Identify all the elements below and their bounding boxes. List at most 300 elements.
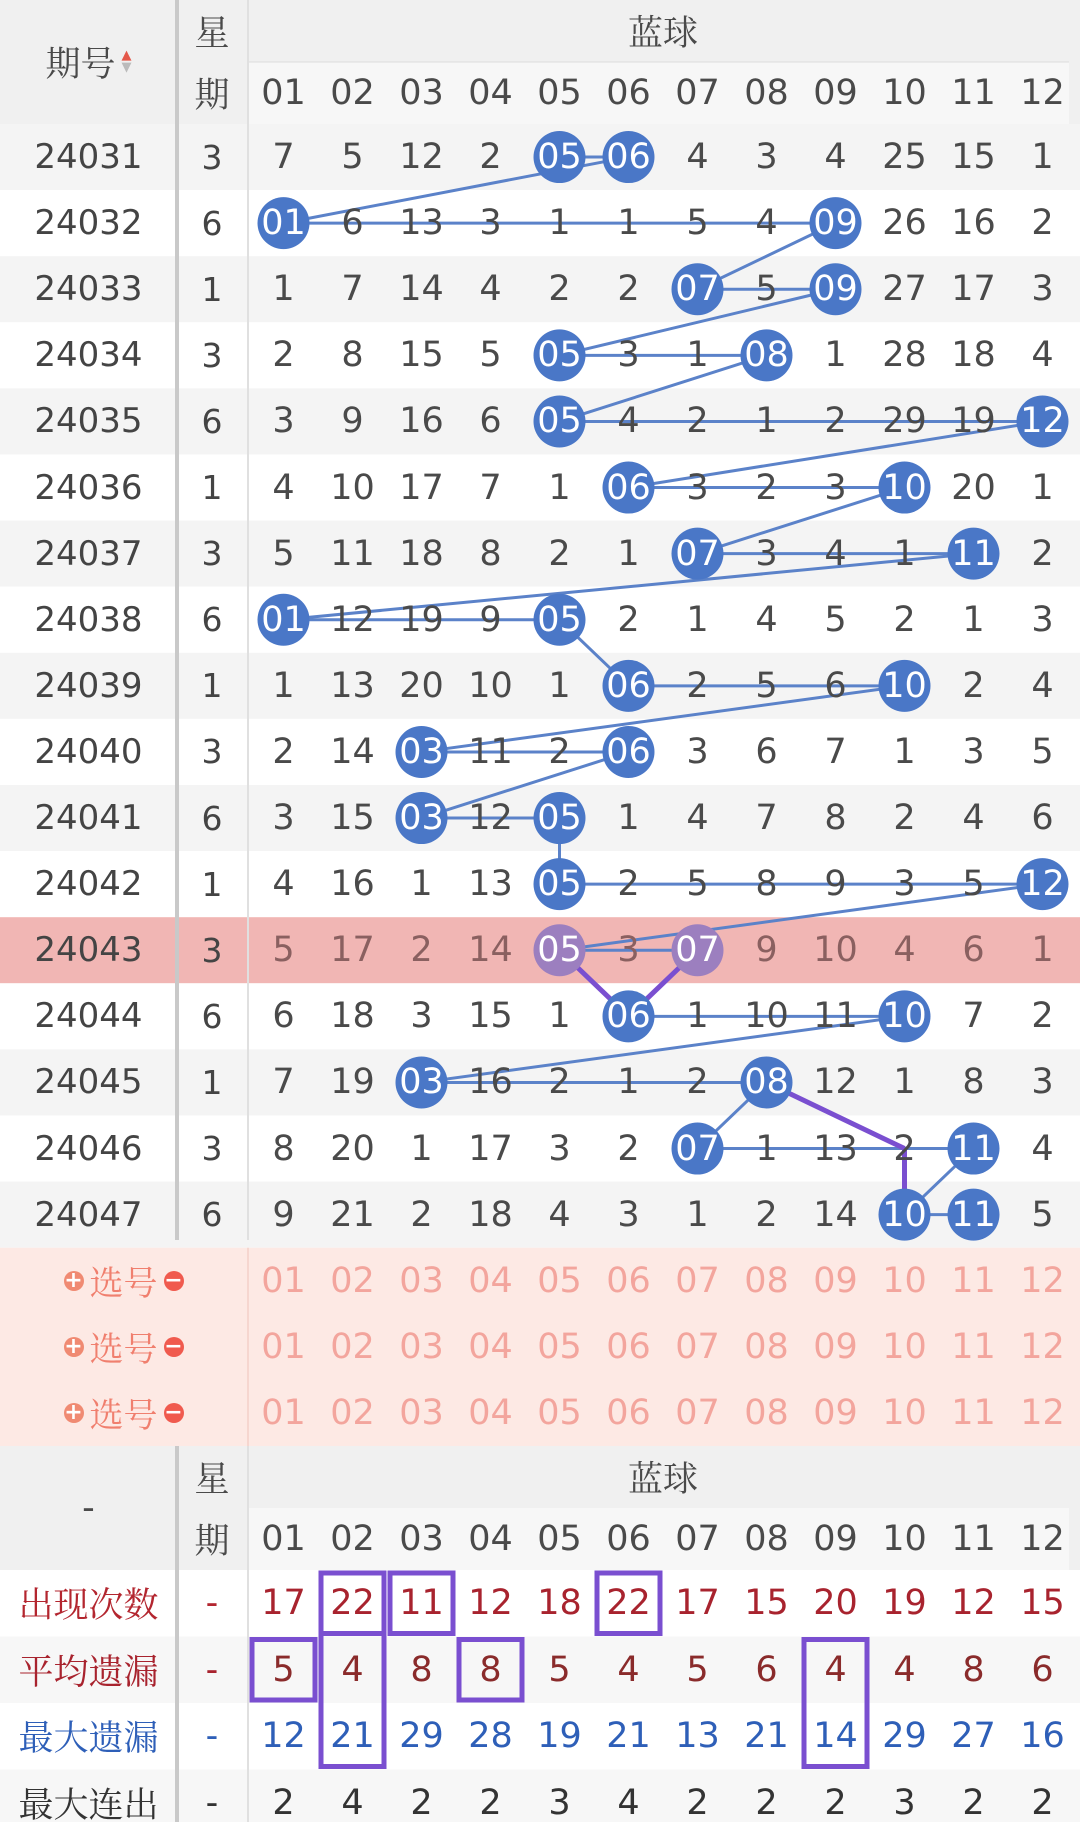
miss-count: 2	[801, 388, 870, 454]
miss-count: 5	[801, 587, 870, 653]
miss-count: 4	[801, 521, 870, 587]
miss-count: 18	[387, 521, 456, 587]
miss-count: 17	[456, 1116, 525, 1182]
miss-count: 10	[732, 983, 801, 1049]
miss-count: 1	[870, 1049, 939, 1115]
miss-count: 9	[732, 917, 801, 983]
week-cell: 6	[177, 388, 247, 454]
select-number-07[interactable]: 07	[663, 1314, 732, 1380]
miss-count: 28	[870, 322, 939, 388]
miss-count: 19	[318, 1049, 387, 1115]
week-cell: 1	[177, 455, 247, 521]
miss-count: 11	[456, 719, 525, 785]
miss-count: 5	[732, 256, 801, 322]
stats-value: 27	[939, 1703, 1008, 1770]
issue-cell: 24034	[0, 322, 177, 388]
miss-count: 2	[1008, 190, 1077, 256]
miss-count: 8	[318, 322, 387, 388]
miss-count: 7	[801, 719, 870, 785]
stats-value: 2	[387, 1770, 456, 1836]
ball-number: 05	[525, 917, 594, 983]
stats-value: 4	[801, 1637, 870, 1704]
miss-count: 5	[249, 521, 318, 587]
miss-count: 1	[1008, 917, 1077, 983]
select-number-07[interactable]: 07	[663, 1380, 732, 1446]
miss-count: 17	[387, 455, 456, 521]
stats-value: 2	[663, 1770, 732, 1836]
stats-value: 8	[939, 1637, 1008, 1704]
stats-label: 最大连出	[0, 1770, 177, 1836]
miss-count: 13	[387, 190, 456, 256]
miss-count: 2	[1008, 983, 1077, 1049]
issue-cell: 24041	[0, 785, 177, 851]
select-row-controls	[0, 1248, 247, 1314]
ball-number: 10	[870, 1182, 939, 1248]
select-number-05[interactable]: 05	[525, 1314, 594, 1380]
minus-circle-icon[interactable]: −	[164, 1271, 184, 1291]
select-number-12[interactable]: 12	[1008, 1314, 1077, 1380]
ball-number: 05	[525, 785, 594, 851]
miss-count: 1	[870, 719, 939, 785]
miss-count: 1	[870, 521, 939, 587]
miss-count: 8	[456, 521, 525, 587]
stats-value: 22	[318, 1570, 387, 1637]
ball-number: 12	[1008, 851, 1077, 917]
week-cell: 6	[177, 785, 247, 851]
stats-value: 6	[1008, 1637, 1077, 1704]
select-number-02[interactable]: 02	[318, 1380, 387, 1446]
select-number-01[interactable]: 01	[249, 1380, 318, 1446]
miss-count: 14	[801, 1182, 870, 1248]
miss-count: 1	[732, 1116, 801, 1182]
select-label: 选号	[90, 1388, 158, 1437]
miss-count: 7	[318, 256, 387, 322]
miss-count: 2	[249, 719, 318, 785]
ball-number: 08	[732, 322, 801, 388]
plus-circle-icon[interactable]: +	[64, 1403, 84, 1423]
stats-value: 21	[594, 1703, 663, 1770]
stats-week-header-top: 星	[177, 1446, 247, 1508]
miss-count: 1	[249, 653, 318, 719]
ball-number: 07	[663, 256, 732, 322]
select-number-08[interactable]: 08	[732, 1380, 801, 1446]
miss-count: 1	[1008, 455, 1077, 521]
miss-count: 3	[594, 322, 663, 388]
stats-value: 2	[1008, 1770, 1077, 1836]
miss-count: 12	[801, 1049, 870, 1115]
miss-count: 2	[870, 1116, 939, 1182]
ball-number: 07	[663, 521, 732, 587]
column-header-09: 09	[801, 62, 870, 124]
miss-count: 4	[663, 124, 732, 190]
miss-count: 18	[939, 322, 1008, 388]
miss-count: 18	[456, 1182, 525, 1248]
ball-number: 08	[732, 1049, 801, 1115]
miss-count: 2	[594, 587, 663, 653]
week-cell: 1	[177, 851, 247, 917]
stats-value: 19	[870, 1570, 939, 1637]
miss-count: 2	[525, 521, 594, 587]
issue-cell: 24038	[0, 587, 177, 653]
miss-count: 20	[318, 1116, 387, 1182]
miss-count: 13	[801, 1116, 870, 1182]
miss-count: 6	[801, 653, 870, 719]
issue-cell: 24046	[0, 1116, 177, 1182]
miss-count: 2	[939, 653, 1008, 719]
column-header-11: 11	[939, 62, 1008, 124]
miss-count: 3	[387, 983, 456, 1049]
stats-value: 5	[525, 1637, 594, 1704]
miss-count: 10	[456, 653, 525, 719]
ball-number: 06	[594, 455, 663, 521]
select-number-01[interactable]: 01	[249, 1248, 318, 1314]
issue-cell: 24031	[0, 124, 177, 190]
ball-number: 06	[594, 653, 663, 719]
miss-count: 5	[1008, 719, 1077, 785]
select-number-12[interactable]: 12	[1008, 1248, 1077, 1314]
select-row-controls	[0, 1314, 247, 1380]
select-number-03[interactable]: 03	[387, 1314, 456, 1380]
issue-cell: 24035	[0, 388, 177, 454]
miss-count: 2	[456, 124, 525, 190]
select-number-03[interactable]: 03	[387, 1380, 456, 1446]
stats-value: 21	[318, 1703, 387, 1770]
select-number-06[interactable]: 06	[594, 1380, 663, 1446]
select-number-05[interactable]: 05	[525, 1248, 594, 1314]
miss-count: 1	[594, 190, 663, 256]
miss-count: 18	[318, 983, 387, 1049]
week-cell: 3	[177, 719, 247, 785]
stats-value: 4	[318, 1637, 387, 1704]
miss-count: 8	[801, 785, 870, 851]
column-header-02: 02	[318, 62, 387, 124]
miss-count: 10	[318, 455, 387, 521]
stats-value: 29	[387, 1703, 456, 1770]
column-header-04: 04	[456, 62, 525, 124]
select-label: 选号	[90, 1322, 158, 1371]
select-number-06[interactable]: 06	[594, 1314, 663, 1380]
stats-value: 21	[732, 1703, 801, 1770]
miss-count: 2	[594, 1116, 663, 1182]
select-label: 选号	[90, 1256, 158, 1305]
issue-cell: 24036	[0, 455, 177, 521]
miss-count: 6	[732, 719, 801, 785]
ball-number: 09	[801, 256, 870, 322]
stats-column-header-07: 07	[663, 1508, 732, 1570]
select-number-02[interactable]: 02	[318, 1314, 387, 1380]
miss-count: 16	[387, 388, 456, 454]
miss-count: 21	[318, 1182, 387, 1248]
stats-value: 14	[801, 1703, 870, 1770]
miss-count: 3	[732, 124, 801, 190]
miss-count: 3	[249, 785, 318, 851]
select-row-controls	[0, 1380, 247, 1446]
ball-number: 06	[594, 124, 663, 190]
miss-count: 5	[249, 917, 318, 983]
miss-count: 17	[318, 917, 387, 983]
ball-number: 10	[870, 983, 939, 1049]
miss-count: 16	[939, 190, 1008, 256]
miss-count: 2	[525, 1049, 594, 1115]
miss-count: 3	[456, 190, 525, 256]
ball-number: 05	[525, 322, 594, 388]
week-cell: 3	[177, 322, 247, 388]
miss-count: 6	[939, 917, 1008, 983]
miss-count: 3	[663, 719, 732, 785]
ball-number: 11	[939, 1182, 1008, 1248]
miss-count: 2	[525, 256, 594, 322]
stats-column-header-01: 01	[249, 1508, 318, 1570]
ball-number: 05	[525, 124, 594, 190]
miss-count: 2	[732, 1182, 801, 1248]
miss-count: 16	[318, 851, 387, 917]
miss-count: 11	[801, 983, 870, 1049]
stats-value: 4	[594, 1770, 663, 1836]
select-number-10[interactable]: 10	[870, 1314, 939, 1380]
miss-count: 4	[732, 190, 801, 256]
select-number-08[interactable]: 08	[732, 1314, 801, 1380]
stats-week-dash: -	[177, 1570, 247, 1637]
miss-count: 5	[1008, 1182, 1077, 1248]
week-cell: 6	[177, 983, 247, 1049]
ball-number: 01	[249, 190, 318, 256]
miss-count: 1	[732, 388, 801, 454]
column-header-03: 03	[387, 62, 456, 124]
miss-count: 4	[525, 1182, 594, 1248]
miss-count: 2	[594, 256, 663, 322]
miss-count: 7	[249, 124, 318, 190]
miss-count: 6	[249, 983, 318, 1049]
miss-count: 27	[870, 256, 939, 322]
miss-count: 2	[387, 1182, 456, 1248]
miss-count: 4	[456, 256, 525, 322]
stats-column-header-03: 03	[387, 1508, 456, 1570]
miss-count: 3	[870, 851, 939, 917]
miss-count: 25	[870, 124, 939, 190]
stats-value: 2	[249, 1770, 318, 1836]
miss-count: 29	[870, 388, 939, 454]
miss-count: 6	[1008, 785, 1077, 851]
stats-column-header-09: 09	[801, 1508, 870, 1570]
select-number-09[interactable]: 09	[801, 1248, 870, 1314]
week-cell: 1	[177, 653, 247, 719]
select-number-12[interactable]: 12	[1008, 1380, 1077, 1446]
stats-value: 8	[387, 1637, 456, 1704]
miss-count: 2	[525, 719, 594, 785]
ball-number: 05	[525, 851, 594, 917]
select-number-09[interactable]: 09	[801, 1380, 870, 1446]
stats-value: 12	[456, 1570, 525, 1637]
week-cell: 1	[177, 1049, 247, 1115]
stats-week-header-bottom: 期	[177, 1508, 247, 1570]
issue-cell: 24042	[0, 851, 177, 917]
miss-count: 3	[801, 455, 870, 521]
miss-count: 12	[318, 587, 387, 653]
issue-cell: 24033	[0, 256, 177, 322]
select-number-02[interactable]: 02	[318, 1248, 387, 1314]
stats-header-dash: -	[0, 1446, 177, 1570]
stats-value: 2	[456, 1770, 525, 1836]
ball-number: 03	[387, 719, 456, 785]
stats-value: 12	[939, 1570, 1008, 1637]
minus-circle-icon[interactable]: −	[164, 1403, 184, 1423]
plus-circle-icon[interactable]: +	[64, 1337, 84, 1357]
issue-cell: 24043	[0, 917, 177, 983]
issue-header[interactable]: 期号 ▲ ▼	[0, 0, 177, 124]
ball-number: 06	[594, 983, 663, 1049]
column-header-12: 12	[1008, 62, 1077, 124]
miss-count: 15	[939, 124, 1008, 190]
miss-count: 4	[1008, 1116, 1077, 1182]
select-number-09[interactable]: 09	[801, 1314, 870, 1380]
miss-count: 2	[387, 917, 456, 983]
plus-circle-icon[interactable]: +	[64, 1271, 84, 1291]
stats-value: 5	[663, 1637, 732, 1704]
miss-count: 3	[1008, 587, 1077, 653]
miss-count: 15	[318, 785, 387, 851]
select-number-07[interactable]: 07	[663, 1248, 732, 1314]
miss-count: 1	[594, 785, 663, 851]
select-number-10[interactable]: 10	[870, 1248, 939, 1314]
miss-count: 1	[663, 587, 732, 653]
ball-number: 09	[801, 190, 870, 256]
miss-count: 7	[732, 785, 801, 851]
select-number-05[interactable]: 05	[525, 1380, 594, 1446]
select-number-04[interactable]: 04	[456, 1248, 525, 1314]
miss-count: 4	[939, 785, 1008, 851]
miss-count: 13	[318, 653, 387, 719]
miss-count: 17	[939, 256, 1008, 322]
week-cell: 3	[177, 917, 247, 983]
miss-count: 3	[1008, 256, 1077, 322]
miss-count: 14	[318, 719, 387, 785]
miss-count: 9	[801, 851, 870, 917]
miss-count: 1	[663, 1182, 732, 1248]
miss-count: 4	[732, 587, 801, 653]
stats-value: 22	[594, 1570, 663, 1637]
miss-count: 6	[456, 388, 525, 454]
stats-value: 11	[387, 1570, 456, 1637]
stats-value: 15	[1008, 1570, 1077, 1637]
miss-count: 7	[939, 983, 1008, 1049]
issue-cell: 24047	[0, 1182, 177, 1248]
stats-value: 4	[594, 1637, 663, 1704]
stats-value: 16	[1008, 1703, 1077, 1770]
stats-value: 28	[456, 1703, 525, 1770]
select-number-06[interactable]: 06	[594, 1248, 663, 1314]
miss-count: 11	[318, 521, 387, 587]
ball-number: 11	[939, 1116, 1008, 1182]
stats-column-header-02: 02	[318, 1508, 387, 1570]
miss-count: 3	[1008, 1049, 1077, 1115]
stats-value: 13	[663, 1703, 732, 1770]
miss-count: 2	[663, 388, 732, 454]
miss-count: 1	[525, 983, 594, 1049]
miss-count: 9	[456, 587, 525, 653]
stats-value: 4	[318, 1770, 387, 1836]
select-number-08[interactable]: 08	[732, 1248, 801, 1314]
stats-column-header-04: 04	[456, 1508, 525, 1570]
miss-count: 5	[663, 190, 732, 256]
stats-value: 18	[525, 1570, 594, 1637]
column-header-06: 06	[594, 62, 663, 124]
stats-label: 最大遗漏	[0, 1703, 177, 1770]
miss-count: 19	[387, 587, 456, 653]
sort-up-down-icon[interactable]: ▲ ▼	[122, 50, 132, 74]
stats-column-header-08: 08	[732, 1508, 801, 1570]
miss-count: 1	[525, 455, 594, 521]
miss-count: 1	[387, 1116, 456, 1182]
select-number-03[interactable]: 03	[387, 1248, 456, 1314]
miss-count: 8	[732, 851, 801, 917]
column-header-01: 01	[249, 62, 318, 124]
miss-count: 1	[1008, 124, 1077, 190]
stats-week-dash: -	[177, 1703, 247, 1770]
stats-value: 29	[870, 1703, 939, 1770]
week-cell: 1	[177, 256, 247, 322]
miss-count: 1	[525, 190, 594, 256]
stats-week-dash: -	[177, 1770, 247, 1836]
miss-count: 14	[456, 917, 525, 983]
select-number-04[interactable]: 04	[456, 1380, 525, 1446]
ball-number: 10	[870, 455, 939, 521]
minus-circle-icon[interactable]: −	[164, 1337, 184, 1357]
issue-cell: 24044	[0, 983, 177, 1049]
miss-count: 3	[594, 1182, 663, 1248]
miss-count: 2	[870, 785, 939, 851]
miss-count: 20	[939, 455, 1008, 521]
miss-count: 3	[663, 455, 732, 521]
stats-value: 8	[456, 1637, 525, 1704]
stats-value: 2	[732, 1770, 801, 1836]
blue-ball-header: 蓝球	[249, 0, 1077, 62]
week-header-bottom: 期	[177, 62, 247, 124]
select-number-01[interactable]: 01	[249, 1314, 318, 1380]
miss-count: 5	[318, 124, 387, 190]
stats-column-header-05: 05	[525, 1508, 594, 1570]
ball-number: 11	[939, 521, 1008, 587]
miss-count: 7	[456, 455, 525, 521]
stats-value: 6	[732, 1637, 801, 1704]
miss-count: 3	[525, 1116, 594, 1182]
select-number-10[interactable]: 10	[870, 1380, 939, 1446]
select-number-11[interactable]: 11	[939, 1380, 1008, 1446]
miss-count: 4	[663, 785, 732, 851]
issue-cell: 24039	[0, 653, 177, 719]
select-number-04[interactable]: 04	[456, 1314, 525, 1380]
ball-number: 03	[387, 785, 456, 851]
miss-count: 2	[663, 653, 732, 719]
stats-value: 3	[525, 1770, 594, 1836]
week-cell: 3	[177, 1116, 247, 1182]
miss-count: 3	[732, 521, 801, 587]
miss-count: 1	[801, 322, 870, 388]
stats-label: 平均遗漏	[0, 1637, 177, 1704]
miss-count: 26	[870, 190, 939, 256]
miss-count: 7	[249, 1049, 318, 1115]
miss-count: 12	[387, 124, 456, 190]
stats-value: 17	[249, 1570, 318, 1637]
miss-count: 4	[801, 124, 870, 190]
column-header-08: 08	[732, 62, 801, 124]
week-cell: 3	[177, 124, 247, 190]
stats-value: 20	[801, 1570, 870, 1637]
select-number-11[interactable]: 11	[939, 1314, 1008, 1380]
miss-count: 15	[456, 983, 525, 1049]
miss-count: 13	[456, 851, 525, 917]
select-number-11[interactable]: 11	[939, 1248, 1008, 1314]
miss-count: 8	[939, 1049, 1008, 1115]
